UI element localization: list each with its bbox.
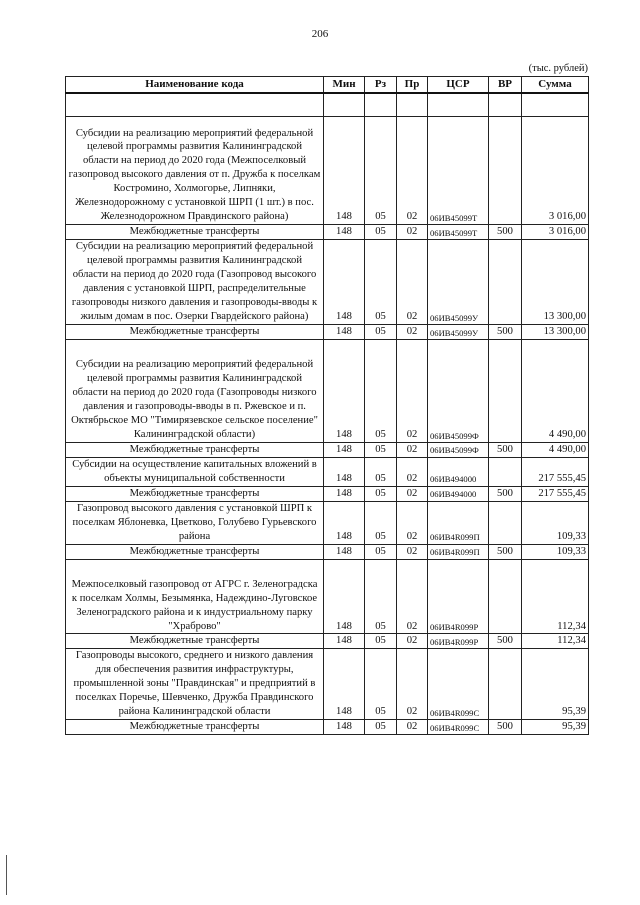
- units-label: (тыс. рублей): [528, 63, 588, 74]
- row-pr: 02: [397, 559, 428, 634]
- row-vr: [489, 457, 522, 486]
- table-row: [66, 457, 589, 486]
- row-min: 148: [324, 544, 365, 559]
- row-min: 148: [324, 634, 365, 649]
- blank-row: [66, 93, 589, 117]
- row-csr: 06ИВ4R099П: [428, 544, 489, 559]
- row-sum: 13 300,00: [522, 325, 589, 340]
- budget-table: [65, 76, 589, 735]
- row-sum: 3 016,00: [522, 225, 589, 240]
- row-name: Межбюджетные трансферты: [66, 442, 324, 457]
- table-row: [66, 486, 589, 501]
- row-csr: 06ИВ4R099С: [428, 649, 489, 720]
- header-min: Мин: [324, 77, 365, 93]
- row-vr: 500: [489, 225, 522, 240]
- table-row: [66, 544, 589, 559]
- table-row: [66, 649, 589, 720]
- row-csr: 06ИВ4R099Р: [428, 634, 489, 649]
- row-name: Субсидии на реализацию мероприятий федеральной целевой программы развития Калининградской области на период до 2020 года (Газопровод высокого давления с установкой ШРП, распределительные газопроводы низкого давления и газопроводы-вводы к жилым домам в пос. Озерки Гвардейского района): [66, 240, 324, 325]
- row-pr: 02: [397, 720, 428, 735]
- row-pr: 02: [397, 649, 428, 720]
- row-pr: 02: [397, 442, 428, 457]
- table-row: [66, 225, 589, 240]
- row-name: Субсидии на реализацию мероприятий федеральной целевой программы развития Калининградской области на период до 2020 года (Межпоселковый газопровод высокого давления от п. Дружба к поселкам Костромино, Холмогорье, Липняки, Железнодорожному с установкой ШРП (1 шт.) в пос. Железнодорожном Правдинского района): [66, 116, 324, 225]
- row-vr: [489, 340, 522, 443]
- header-pr: Пр: [397, 77, 428, 93]
- row-min: 148: [324, 649, 365, 720]
- row-vr: [489, 649, 522, 720]
- row-vr: 500: [489, 634, 522, 649]
- table-row: [66, 240, 589, 325]
- row-min: 148: [324, 559, 365, 634]
- table-row: [66, 634, 589, 649]
- row-rz: 05: [365, 649, 397, 720]
- row-vr: 500: [489, 442, 522, 457]
- row-min: 148: [324, 720, 365, 735]
- row-csr: 06ИВ4R099П: [428, 501, 489, 544]
- table-row: [66, 116, 589, 225]
- row-pr: 02: [397, 486, 428, 501]
- row-rz: 05: [365, 116, 397, 225]
- row-sum: 217 555,45: [522, 486, 589, 501]
- row-name: Межпоселковый газопровод от АГРС г. Зеленоградска к поселкам Холмы, Безымянка, Надеждино-Луговское Зеленоградского района и к индустриальному парку "Храброво": [66, 559, 324, 634]
- row-name: Субсидии на реализацию мероприятий федеральной целевой программы развития Калининградской области на период до 2020 года (Газопроводы низкого давления и газопроводы-вводы в п. Ржевское и п. Октябрьское МО "Тимирязевское сельское поселение" Калининградской области): [66, 340, 324, 443]
- row-csr: 06ИВ45099У: [428, 325, 489, 340]
- row-csr: 06ИВ494000: [428, 486, 489, 501]
- row-vr: 500: [489, 325, 522, 340]
- row-vr: 500: [489, 486, 522, 501]
- row-sum: 112,34: [522, 559, 589, 634]
- row-rz: 05: [365, 501, 397, 544]
- row-vr: [489, 501, 522, 544]
- row-min: 148: [324, 116, 365, 225]
- header-csr: ЦСР: [428, 77, 489, 93]
- row-rz: 05: [365, 634, 397, 649]
- row-csr: 06ИВ45099У: [428, 240, 489, 325]
- table-row: [66, 559, 589, 634]
- row-sum: 109,33: [522, 501, 589, 544]
- row-rz: 05: [365, 240, 397, 325]
- row-name: Субсидии на осуществление капитальных вложений в объекты муниципальной собственности: [66, 457, 324, 486]
- row-pr: 02: [397, 116, 428, 225]
- row-min: 148: [324, 442, 365, 457]
- row-sum: 95,39: [522, 649, 589, 720]
- table-row: [66, 501, 589, 544]
- row-sum: 95,39: [522, 720, 589, 735]
- row-min: 148: [324, 225, 365, 240]
- row-csr: 06ИВ45099Ф: [428, 442, 489, 457]
- header-sum: Сумма: [522, 77, 589, 93]
- row-name: Межбюджетные трансферты: [66, 486, 324, 501]
- table-row: [66, 325, 589, 340]
- row-name: Межбюджетные трансферты: [66, 325, 324, 340]
- row-csr: 06ИВ494000: [428, 457, 489, 486]
- row-rz: 05: [365, 225, 397, 240]
- row-rz: 05: [365, 486, 397, 501]
- row-vr: 500: [489, 544, 522, 559]
- row-pr: 02: [397, 634, 428, 649]
- row-rz: 05: [365, 544, 397, 559]
- row-sum: 109,33: [522, 544, 589, 559]
- row-name: Межбюджетные трансферты: [66, 544, 324, 559]
- header-rz: Рз: [365, 77, 397, 93]
- table-row: [66, 720, 589, 735]
- row-vr: [489, 559, 522, 634]
- row-csr: 06ИВ4R099С: [428, 720, 489, 735]
- row-sum: 4 490,00: [522, 340, 589, 443]
- row-min: 148: [324, 340, 365, 443]
- row-pr: 02: [397, 325, 428, 340]
- row-rz: 05: [365, 442, 397, 457]
- row-sum: 217 555,45: [522, 457, 589, 486]
- page-number: 206: [311, 28, 329, 40]
- row-pr: 02: [397, 544, 428, 559]
- row-pr: 02: [397, 240, 428, 325]
- row-name: Межбюджетные трансферты: [66, 225, 324, 240]
- row-rz: 05: [365, 559, 397, 634]
- row-rz: 05: [365, 340, 397, 443]
- header-name: Наименование кода: [66, 77, 324, 93]
- table-header-row: [66, 77, 589, 93]
- row-vr: [489, 240, 522, 325]
- row-sum: 3 016,00: [522, 116, 589, 225]
- row-name: Межбюджетные трансферты: [66, 634, 324, 649]
- row-sum: 4 490,00: [522, 442, 589, 457]
- header-vr: ВР: [489, 77, 522, 93]
- row-pr: 02: [397, 225, 428, 240]
- row-min: 148: [324, 501, 365, 544]
- row-sum: 13 300,00: [522, 240, 589, 325]
- row-min: 148: [324, 325, 365, 340]
- row-pr: 02: [397, 457, 428, 486]
- table-row: [66, 442, 589, 457]
- row-csr: 06ИВ45099Ф: [428, 340, 489, 443]
- row-rz: 05: [365, 457, 397, 486]
- row-name: Газопровод высокого давления с установкой ШРП к поселкам Яблоневка, Цветково, Голубево Гурьевского района: [66, 501, 324, 544]
- table-row: [66, 340, 589, 443]
- row-rz: 05: [365, 325, 397, 340]
- row-csr: 06ИВ4R099Р: [428, 559, 489, 634]
- row-pr: 02: [397, 501, 428, 544]
- scan-edge-mark: [6, 855, 7, 895]
- row-vr: [489, 116, 522, 225]
- row-name: Газопроводы высокого, среднего и низкого давления для обеспечения развития инфраструктуры, промышленной зоны "Правдинская" и предприятий в поселках Поречье, Шевченко, Дружба Правдинского района Калининградской области: [66, 649, 324, 720]
- row-min: 148: [324, 486, 365, 501]
- row-rz: 05: [365, 720, 397, 735]
- row-name: Межбюджетные трансферты: [66, 720, 324, 735]
- row-min: 148: [324, 457, 365, 486]
- row-csr: 06ИВ45099Т: [428, 116, 489, 225]
- row-csr: 06ИВ45099Т: [428, 225, 489, 240]
- row-vr: 500: [489, 720, 522, 735]
- row-sum: 112,34: [522, 634, 589, 649]
- row-pr: 02: [397, 340, 428, 443]
- row-min: 148: [324, 240, 365, 325]
